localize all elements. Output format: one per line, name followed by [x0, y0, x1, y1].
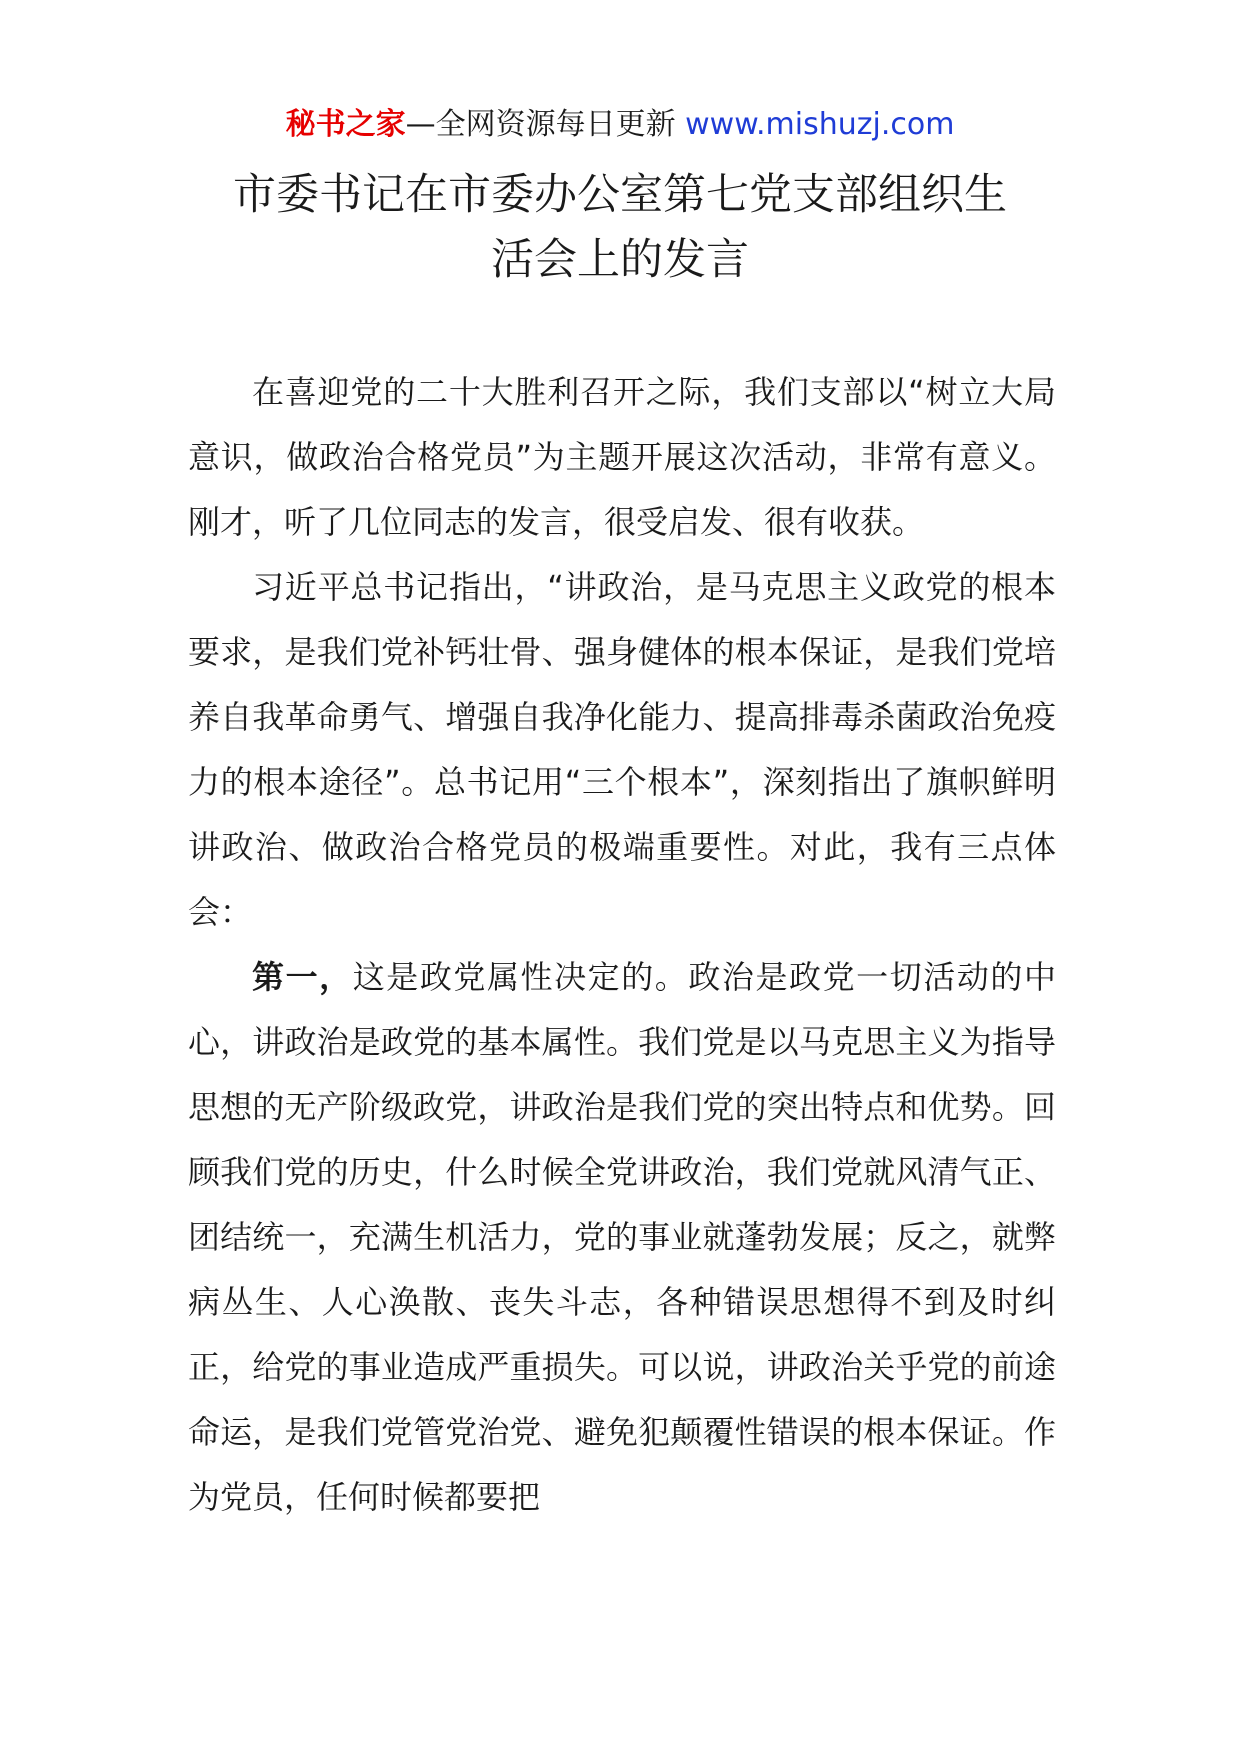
paragraph-1: 在喜迎党的二十大胜利召开之际，我们支部以“树立大局意识，做政治合格党员”为主题开展这次活动，非常有意义。刚才，听了几位同志的发言，很受启发、很有收获。	[188, 373, 1056, 541]
document-body	[188, 360, 1056, 1530]
paragraph-3	[188, 945, 1056, 1530]
title-line-2: 活会上的发言	[491, 235, 749, 285]
banner-tagline: —全网资源每日更新	[405, 107, 686, 142]
title-line-1: 市委书记在市委办公室第七党支部组织生	[233, 170, 1007, 220]
site-url[interactable]: www.mishuzj.com	[685, 107, 955, 142]
site-banner	[0, 100, 1240, 150]
document-title	[160, 163, 1080, 293]
paragraph-2: 习近平总书记指出，“讲政治，是马克思主义政党的根本要求，是我们党补钙壮骨、强身健体的根本保证，是我们党培养自我革命勇气、增强自我净化能力、提高排毒杀菌政治免疫力的根本途径”。总书记用“三个根本”，深刻指出了旗帜鲜明讲政治、做政治合格党员的极端重要性。对此，我有三点体会：	[188, 568, 1056, 931]
paragraph-3-lead: 第一，	[252, 958, 353, 996]
paragraph-3-text: 这是政党属性决定的。政治是政党一切活动的中心，讲政治是政党的基本属性。我们党是以马克思主义为指导思想的无产阶级政党，讲政治是我们党的突出特点和优势。回顾我们党的历史，什么时候全党讲政治，我们党就风清气正、团结统一，充满生机活力，党的事业就蓬勃发展；反之，就弊病丛生、人心涣散、丧失斗志，各种错误思想得不到及时纠正，给党的事业造成严重损失。可以说，讲政治关乎党的前途命运，是我们党管党治党、避免犯颠覆性错误的根本保证。作为党员，任何时候都要把	[188, 958, 1056, 1516]
brand-name: 秘书之家	[285, 107, 406, 142]
